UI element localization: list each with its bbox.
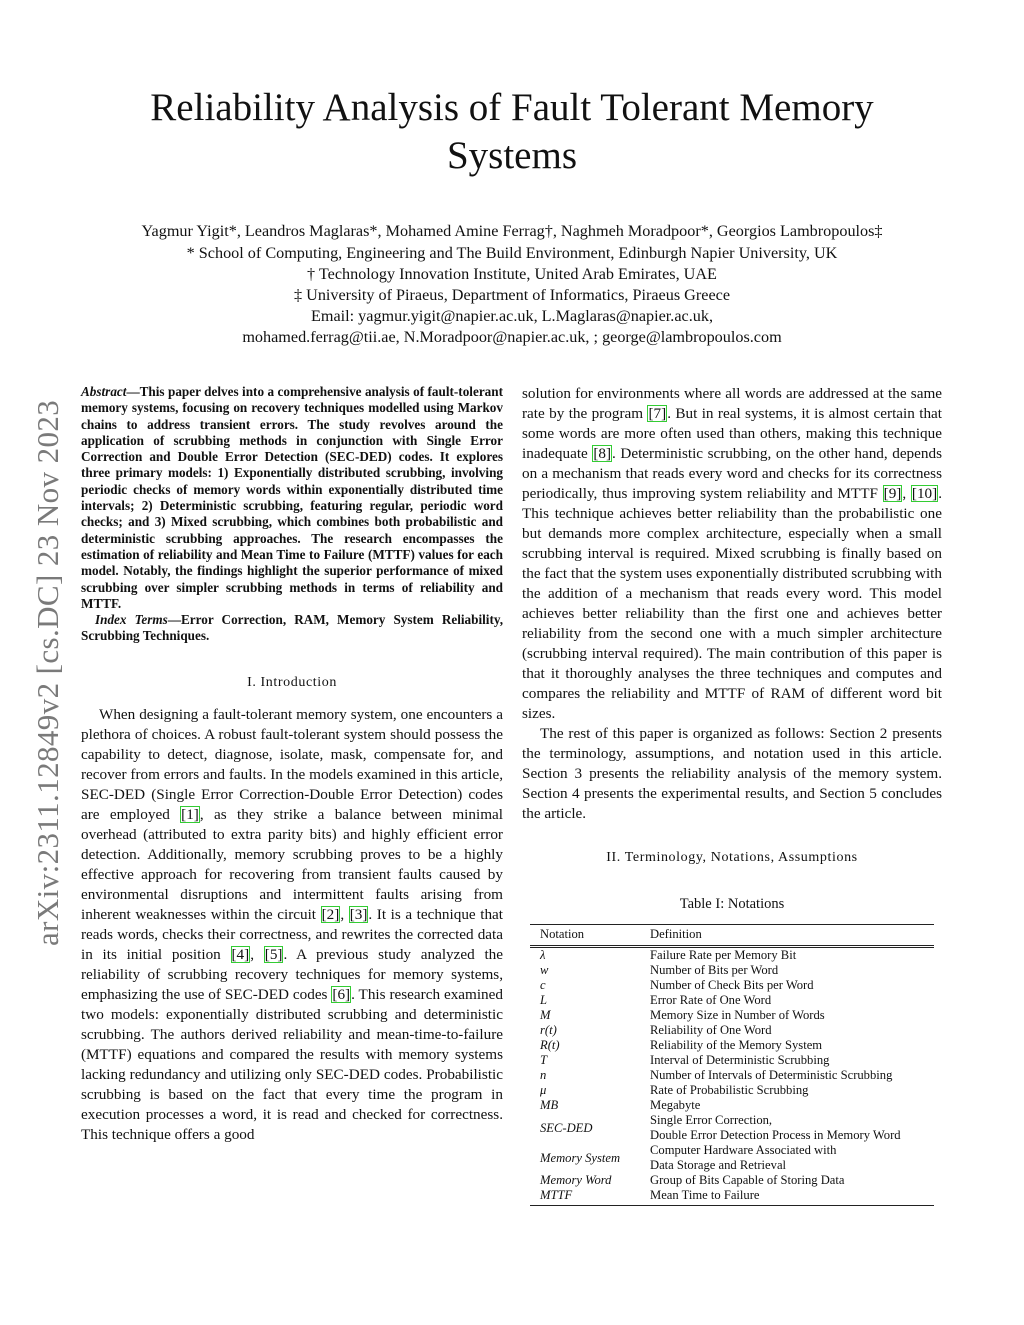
definition-cell: Megabyte	[650, 1098, 701, 1112]
notation-cell: λ	[540, 948, 546, 962]
text-run: . But in real systems, it is almost certain that some words are more often used than others, making this technique inadequate	[522, 405, 942, 462]
definition-cell: Memory Size in Number of Words	[650, 1008, 825, 1022]
text-run: . It is a technique that reads words, checks their correctness, and rewrites the corrected data in its initial position	[81, 905, 504, 963]
text-run: . A previous study analyzed the reliability of scrubbing recovery techniques for memory systems, emphasizing the use of SEC-DED codes	[81, 945, 504, 1003]
index-terms	[81, 612, 503, 645]
notation-cell: n	[540, 1068, 547, 1082]
definition-cell: Interval of Deterministic Scrubbing	[650, 1053, 830, 1067]
title-line-2: Systems	[446, 134, 578, 177]
notation-cell: c	[540, 978, 546, 992]
definition-cell: Number of Bits per Word	[650, 963, 779, 977]
intro-paragraph-2: The rest of this paper is organized as follows: Section 2 presents the terminology, assumptions, and notation used in this article. Section 3 presents the reliability analysis of the memory system. Section 4 presents the experimental results, and Section 5 concludes the article.	[522, 725, 942, 822]
table-row	[530, 1188, 934, 1206]
definition-cell: Number of Check Bits per Word	[650, 978, 814, 992]
table-row	[530, 1113, 934, 1143]
right-column	[522, 384, 942, 1206]
notation-cell: L	[540, 993, 548, 1007]
email-line-2: mohamed.ferrag@tii.ae, N.Moradpoor@napier.ac.uk, ; george@lambropoulos.com	[242, 328, 782, 346]
notation-cell: M	[540, 1008, 551, 1022]
intro-paragraph-1-continued	[522, 384, 942, 724]
abstract-label: Abstract	[81, 384, 127, 399]
affiliation-2: † Technology Innovation Institute, United Arab Emirates, UAE	[307, 265, 717, 283]
table-row	[530, 1143, 934, 1173]
definition-cell: Mean Time to Failure	[640, 1188, 934, 1206]
table-row	[530, 1068, 934, 1083]
table-row	[530, 993, 934, 1008]
definition-cell: Failure Rate per Memory Bit	[650, 948, 797, 962]
table-header-row	[530, 925, 934, 947]
text-run: . Deterministic scrubbing, on the other hand, depends on a mechanism that reads every word and checks for its correctness periodically, thus improving system reliability and MTTF	[522, 445, 942, 502]
arxiv-identifier: arXiv:2311.12849v2 [cs.DC] 23 Nov 2023	[30, 399, 65, 946]
notation-cell: R(t)	[540, 1038, 560, 1052]
notation-cell: Memory Word	[540, 1173, 612, 1187]
citation-link[interactable]: [9]	[883, 485, 902, 502]
title-line-1: Reliability Analysis of Fault Tolerant Memory	[150, 86, 874, 129]
text-run: . This technique achieves better reliability than the probabilistic one but demands more complex architecture, especially when a small scrubbing interval is required. Mixed scrubbing is finally based on the fact that the system uses exponentially distributed scrubbing with the addition of a mechanism that reads every word. This model achieves better reliability than the first one and achieves better reliability from the second one with a much simpler architecture (scrubbing interval required). The main contribution of this paper is that it thoroughly analyses the three techniques and computes and compares the reliability and MTTF of RAM of different word bit sizes.	[522, 485, 943, 722]
definition-cell: Error Rate of One Word	[650, 993, 772, 1007]
email-line-1: Email: yagmur.yigit@napier.ac.uk, L.Maglaras@napier.ac.uk,	[310, 307, 713, 325]
definition-line: Data Storage and Retrieval	[650, 1158, 787, 1172]
section-heading-introduction: I. Introduction	[247, 674, 337, 690]
citation-link[interactable]: [1]	[181, 805, 199, 823]
citation-link[interactable]: [2]	[321, 905, 340, 923]
definition-cell	[640, 1143, 934, 1173]
notation-cell: Memory System	[540, 1150, 621, 1165]
definition-cell: Reliability of the Memory System	[650, 1038, 823, 1052]
index-terms-text: —Error Correction, RAM, Memory System Reliability, Scrubbing Techniques.	[81, 612, 503, 644]
notation-cell: T	[540, 1053, 548, 1067]
text-run: . This research examined two models: exponentially distributed scrubbing and deterministic scrubbing. The authors derived reliability and mean-time-to-failure (MTTF) equations and compared the results with memory systems lacking redundancy and utilizing only SEC-DED codes. Probabilistic scrubbing is based on the fact that every time the program in execution processes a word, it is read and checked for correctness. This technique offers a good	[81, 985, 503, 1143]
notation-cell: MB	[540, 1098, 559, 1112]
column-header-notation: Notation	[530, 925, 640, 947]
table-row	[530, 1023, 934, 1038]
table-row	[530, 1098, 934, 1113]
abstract-text: —This paper delves into a comprehensive analysis of fault-tolerant memory systems, focusing on recovery techniques modelled using Markov chains to address transient errors. The study revolves around the application of scrubbing methods in conjunction with Single Error Correction and Double Error Detection (SEC-DED) codes. It explores three primary models: 1) Exponentially distributed scrubbing, involving periodic checks of memory words within exponentially distributed time intervals; 2) Deterministic scrubbing, featuring regular, periodic word checks; and 3) Mixed scrubbing, which combines both probabilistic and deterministic scrubbing approaches. The research encompasses the estimation of reliability and Mean Time to Failure (MTTF) values for each model. Notably, the findings highlight the superior performance of mixed scrubbing over simpler scrubbing methods in terms of reliability and MTTF.	[81, 384, 503, 611]
notation-cell: MTTF	[530, 1188, 640, 1206]
citation-link[interactable]: [8]	[593, 445, 612, 462]
table-caption: Table I: Notations	[679, 896, 785, 912]
table-row	[530, 1083, 934, 1098]
table-row	[530, 978, 934, 993]
definition-cell: Rate of Probabilistic Scrubbing	[650, 1083, 809, 1097]
column-header-definition: Definition	[640, 925, 934, 947]
abstract	[81, 384, 503, 612]
definition-cell: Group of Bits Capable of Storing Data	[650, 1173, 845, 1187]
table-row	[530, 947, 934, 964]
text-run: , as they strike a balance between minimal overhead (attributed to extra parity bits) and highly efficient error detection. Additionally, memory scrubbing proves to be a highly effective approach for recovering from transient faults caused by environmental disruptions and intermittent faults arising from inherent weaknesses within the circuit	[81, 805, 503, 923]
citation-link[interactable]: [7]	[648, 405, 667, 422]
definition-cell: Number of Intervals of Deterministic Scrubbing	[650, 1068, 893, 1082]
table-row	[530, 1053, 934, 1068]
citation-link[interactable]: [6]	[332, 985, 351, 1003]
author-list: Yagmur Yigit*, Leandros Maglaras*, Mohamed Amine Ferrag†, Naghmeh Moradpoor*, Georgios Lambropoulos‡	[141, 222, 883, 240]
citation-link[interactable]: [10]	[911, 485, 938, 502]
definition-cell: Reliability of One Word	[650, 1023, 772, 1037]
notation-cell: SEC-DED	[540, 1120, 593, 1135]
text-run: ,	[902, 485, 911, 502]
index-terms-label: Index Terms	[95, 612, 168, 628]
citation-link[interactable]: [4]	[231, 945, 250, 963]
paper-title	[100, 84, 924, 180]
text-run: ,	[340, 905, 349, 923]
text-run: When designing a fault-tolerant memory system, one encounters a plethora of choices. A robust fault-tolerant system should possess the capability to detect, diagnose, isolate, mask, compensate for, and recover from errors and faults. In the models examined in this article, SEC-DED (Single Error Correction-Double Error Detection) codes are employed	[81, 705, 503, 823]
notation-cell: r(t)	[540, 1023, 557, 1037]
section-heading-terminology: II. Terminology, Notations, Assumptions	[606, 850, 858, 865]
definition-line: Single Error Correction,	[650, 1113, 773, 1127]
left-column	[81, 384, 503, 1145]
table-row	[530, 1173, 934, 1188]
affiliation-1: * School of Computing, Engineering and The Build Environment, Edinburgh Napier University, UK	[186, 244, 838, 262]
notation-cell: w	[540, 963, 549, 977]
text-run: solution for environments where all words are addressed at the same rate by the program	[522, 385, 942, 422]
notations-table	[530, 924, 934, 1206]
definition-line: Computer Hardware Associated with	[650, 1143, 837, 1157]
table-row	[530, 1038, 934, 1053]
affiliation-3: ‡ University of Piraeus, Department of Informatics, Piraeus Greece	[293, 286, 731, 304]
table-row	[530, 1008, 934, 1023]
definition-cell	[640, 1113, 934, 1143]
author-block	[60, 221, 964, 348]
citation-link[interactable]: [5]	[264, 945, 283, 963]
citation-link[interactable]: [3]	[349, 905, 368, 923]
intro-paragraph-1	[81, 705, 503, 1145]
text-run: ,	[250, 945, 264, 963]
notation-cell: μ	[540, 1083, 547, 1097]
definition-line: Double Error Detection Process in Memory Word	[650, 1128, 901, 1142]
table-row	[530, 963, 934, 978]
